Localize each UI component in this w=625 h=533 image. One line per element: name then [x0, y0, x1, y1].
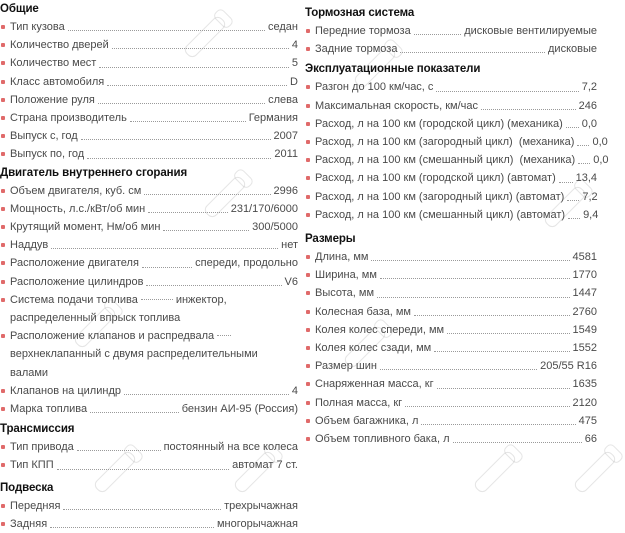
spec-value: 300/5000	[252, 221, 298, 234]
dot-leader	[437, 388, 570, 389]
spec-value: 1635	[572, 378, 597, 391]
spec-value: 0,0	[581, 117, 597, 130]
dot-leader	[568, 218, 580, 219]
dot-leader	[144, 194, 270, 195]
spec-value: 66	[584, 433, 597, 446]
dot-leader	[380, 369, 537, 370]
spec-label: Расход, л на 100 км (городской цикл) (автомат)	[315, 172, 556, 185]
spec-label: Система подачи топлива	[10, 293, 138, 306]
dot-leader	[414, 34, 462, 35]
spec-row-gearbox	[0, 456, 298, 474]
spec-row-consumption-highway-auto	[305, 188, 597, 206]
spec-value: постоянный на все колеса	[163, 441, 298, 454]
spec-row-fuel-tank	[305, 430, 597, 448]
spec-label: Наддув	[10, 239, 49, 252]
spec-value: 246	[578, 99, 597, 112]
dot-leader	[405, 406, 569, 407]
spec-label: Снаряженная масса, кг	[315, 378, 434, 391]
spec-label: Количество мест	[10, 57, 97, 70]
spec-label: Расход, л на 100 км (загородный цикл) (механика)	[315, 136, 575, 149]
dot-leader	[63, 509, 221, 510]
spec-value: седан	[268, 21, 298, 33]
dot-leader	[380, 278, 570, 279]
spec-value: V6	[284, 275, 298, 288]
spec-value: 1552	[572, 342, 597, 355]
spec-row-year-from	[0, 127, 298, 145]
spec-label: Ширина, мм	[315, 269, 377, 282]
dot-leader	[87, 158, 271, 159]
spec-row-class	[0, 73, 298, 91]
spec-row-consumption-mixed-auto	[305, 206, 597, 224]
dot-leader	[436, 91, 578, 92]
watermark-logo	[572, 449, 617, 494]
spec-value: 2011	[274, 148, 298, 161]
spec-value: 2760	[572, 305, 597, 318]
spec-value: многорычажная	[216, 517, 298, 530]
spec-row-fuel-grade	[0, 400, 298, 418]
dot-leader	[578, 163, 590, 164]
spec-row-valvetrain	[0, 327, 298, 382]
spec-label: Расход, л на 100 км (смешанный цикл) (автомат)	[315, 208, 566, 221]
section-suspension	[0, 479, 298, 533]
dot-leader	[57, 469, 230, 470]
spec-row-rear-brakes	[305, 40, 597, 58]
spec-label: Передние тормоза	[315, 25, 411, 37]
section-title: Эксплуатационные показатели	[305, 63, 481, 76]
spec-label: Расположение клапанов и распредвала	[10, 330, 215, 343]
spec-row-rear-suspension	[0, 515, 298, 533]
spec-row-rear-track	[305, 339, 597, 357]
spec-row-steering	[0, 91, 298, 109]
spec-value: слева	[268, 93, 298, 106]
spec-value: 7,2	[581, 81, 597, 94]
spec-value: 5	[291, 57, 298, 70]
spec-label: Тип КПП	[10, 459, 54, 472]
spec-label: Максимальная скорость, км/час	[315, 99, 478, 112]
dot-leader	[124, 394, 289, 395]
spec-row-gross-weight	[305, 394, 597, 412]
spec-value: 2007	[273, 130, 298, 143]
dot-leader	[141, 299, 173, 300]
spec-label: Крутящий момент, Нм/об мин	[10, 221, 161, 234]
dot-leader	[577, 145, 589, 146]
spec-row-curb-weight	[305, 375, 597, 393]
spec-label: Размер шин	[315, 360, 377, 373]
spec-label: Объем топливного бака, л	[315, 433, 450, 446]
spec-row-consumption-highway-manual	[305, 133, 608, 151]
dot-leader	[163, 230, 249, 231]
spec-label: Высота, мм	[315, 287, 375, 300]
spec-row-height	[305, 284, 597, 302]
dot-leader	[99, 67, 289, 68]
spec-row-top-speed	[305, 97, 597, 115]
spec-label: Задняя	[10, 517, 48, 530]
spec-row-seats	[0, 54, 298, 72]
spec-value: 2120	[572, 396, 597, 409]
spec-row-country	[0, 109, 298, 127]
dot-leader	[77, 450, 161, 451]
spec-label: Выпуск с, год	[10, 130, 78, 143]
dot-leader	[414, 315, 570, 316]
spec-row-front-brakes	[305, 22, 597, 40]
dot-leader	[217, 335, 231, 336]
right-column	[305, 0, 609, 448]
spec-value: нет	[281, 239, 298, 252]
spec-value: 1549	[572, 323, 597, 336]
left-column	[0, 0, 298, 533]
spec-row-drive	[0, 438, 298, 456]
spec-row-consumption-mixed-manual	[305, 151, 609, 169]
dot-leader	[566, 127, 579, 128]
spec-row-consumption-city-auto	[305, 169, 597, 187]
spec-value: 4581	[572, 251, 597, 264]
spec-value: 1447	[572, 287, 597, 300]
spec-label: Колея колес спереди, мм	[315, 323, 445, 336]
spec-label: Колея колес сзади, мм	[315, 342, 432, 355]
spec-label: Расположение цилиндров	[10, 275, 144, 288]
spec-row-wheelbase	[305, 303, 597, 321]
spec-row-front-suspension	[0, 497, 298, 515]
spec-value: автомат 7 ст.	[232, 459, 298, 472]
spec-value: 9,4	[583, 208, 599, 221]
spec-label: Расход, л на 100 км (смешанный цикл) (механика)	[315, 154, 576, 167]
spec-value: 0,0	[593, 154, 609, 167]
spec-row-torque	[0, 218, 298, 236]
spec-label: Выпуск по, год	[10, 148, 85, 161]
dot-leader	[447, 333, 569, 334]
spec-row-displacement	[0, 182, 298, 200]
dot-leader	[130, 121, 246, 122]
spec-row-doors	[0, 36, 298, 54]
spec-row-tire-size	[305, 357, 597, 375]
spec-value: D	[290, 75, 298, 88]
section-dimensions	[305, 230, 597, 448]
spec-label: Расход, л на 100 км (городской цикл) (механика)	[315, 117, 563, 130]
spec-row-engine-position	[0, 254, 298, 272]
spec-label: Длина, мм	[315, 251, 369, 264]
dot-leader	[559, 182, 573, 183]
dot-leader	[400, 52, 545, 53]
section-general	[0, 0, 298, 164]
spec-label: Страна производитель	[10, 112, 127, 125]
spec-row-front-track	[305, 321, 597, 339]
spec-label: Мощность, л.с./кВт/об мин	[10, 202, 146, 215]
dot-leader	[51, 248, 278, 249]
spec-row-consumption-city-manual	[305, 115, 597, 133]
spec-label: Передняя	[10, 499, 61, 512]
spec-row-length	[305, 248, 597, 266]
spec-value: 13,4	[575, 172, 597, 185]
dot-leader	[421, 424, 575, 425]
spec-value: 4	[291, 384, 298, 397]
dot-leader	[567, 200, 579, 201]
spec-value: трехрычажная	[224, 499, 298, 512]
spec-value: 7,2	[582, 190, 598, 203]
dot-leader	[68, 30, 265, 31]
spec-value: спереди, продольно	[195, 257, 298, 270]
spec-row-year-to	[0, 145, 298, 163]
spec-value: верхнеклапанный с двумя распределительными валами	[10, 348, 258, 379]
dot-leader	[90, 412, 179, 413]
section-performance	[305, 60, 609, 224]
spec-value: Германия	[248, 112, 298, 125]
spec-row-power	[0, 200, 298, 218]
dot-leader	[142, 267, 192, 268]
spec-label: Положение руля	[10, 93, 95, 106]
spec-row-valves	[0, 382, 298, 400]
spec-value: инжектор, распределенный впрыск топлива	[10, 293, 227, 325]
dot-leader	[148, 212, 227, 213]
spec-value: дисковые	[548, 43, 597, 56]
spec-row-body-type	[0, 18, 298, 36]
spec-row-fuel-system	[0, 291, 298, 327]
dot-leader	[377, 297, 570, 298]
spec-label: Класс автомобиля	[10, 75, 105, 88]
section-transmission	[0, 420, 298, 474]
section-title: Подвеска	[0, 481, 54, 494]
dot-leader	[112, 48, 289, 49]
dot-leader	[453, 442, 582, 443]
spec-value: бензин АИ-95 (Россия)	[181, 403, 298, 416]
spec-value: 4	[291, 39, 298, 52]
dot-leader	[98, 103, 265, 104]
dot-leader	[81, 139, 271, 140]
spec-row-cylinders	[0, 273, 298, 291]
spec-value: 475	[578, 414, 597, 427]
spec-row-width	[305, 266, 597, 284]
dot-leader	[434, 351, 569, 352]
spec-label: Марка топлива	[10, 403, 88, 416]
section-title: Размеры	[305, 233, 356, 246]
section-brakes	[305, 0, 597, 58]
spec-value: 2996	[273, 184, 298, 197]
dot-leader	[146, 285, 281, 286]
spec-label: Тип кузова	[10, 21, 65, 33]
spec-label: Количество дверей	[10, 39, 109, 52]
spec-value: 0,0	[592, 136, 608, 149]
spec-label: Колесная база, мм	[315, 305, 411, 318]
spec-row-trunk-volume	[305, 412, 597, 430]
dot-leader	[50, 527, 214, 528]
spec-value: 205/55 R16	[540, 360, 597, 373]
section-title: Двигатель внутреннего сгорания	[0, 166, 188, 179]
dot-leader	[107, 85, 287, 86]
spec-value: 1770	[572, 269, 597, 282]
spec-row-turbo	[0, 236, 298, 254]
section-title: Общие	[0, 3, 39, 15]
spec-label: Объем багажника, л	[315, 414, 419, 427]
spec-label: Задние тормоза	[315, 43, 398, 56]
spec-label: Разгон до 100 км/час, с	[315, 81, 434, 94]
spec-label: Клапанов на цилиндр	[10, 384, 121, 397]
watermark-logo	[472, 449, 517, 494]
spec-label: Объем двигателя, куб. см	[10, 184, 142, 197]
spec-label: Тип привода	[10, 441, 74, 454]
spec-label: Расход, л на 100 км (загородный цикл) (автомат)	[315, 190, 565, 203]
section-engine	[0, 164, 298, 419]
dot-leader	[481, 109, 576, 110]
section-title: Тормозная система	[305, 7, 415, 19]
spec-label: Полная масса, кг	[315, 396, 403, 409]
section-title: Трансмиссия	[0, 423, 75, 436]
spec-value: дисковые вентилируемые	[464, 25, 597, 37]
dot-leader	[371, 260, 569, 261]
spec-label: Расположение двигателя	[10, 257, 139, 270]
spec-row-acceleration	[305, 78, 597, 96]
spec-value: 231/170/6000	[230, 202, 298, 215]
